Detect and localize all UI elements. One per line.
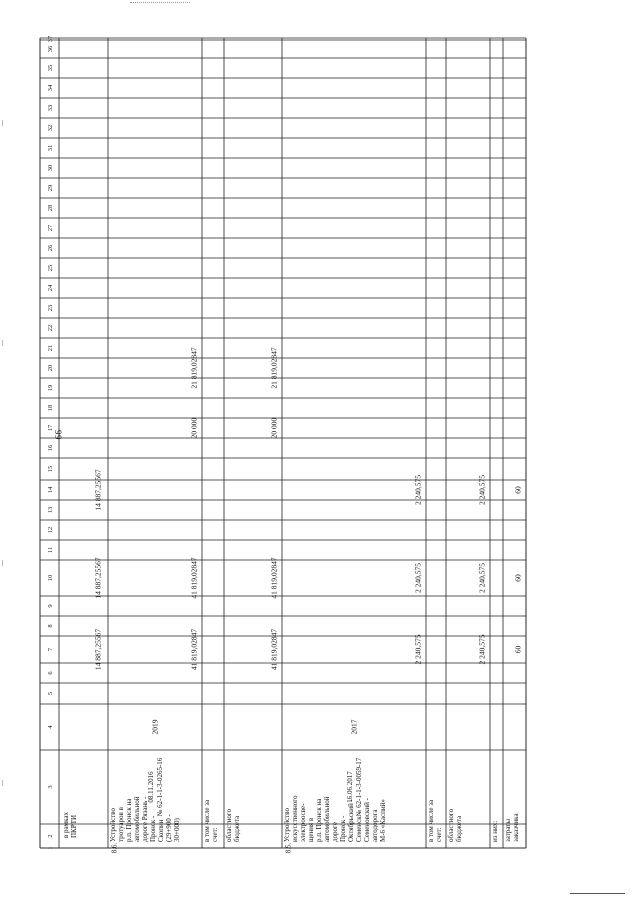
row0-expertise-line: № 62-1-1-3-0265-16 <box>156 757 164 817</box>
row0-expertise-line: 08.11.2016 <box>147 771 155 803</box>
column-number-11 <box>47 547 54 553</box>
column-number-31-line: 31 <box>47 144 54 152</box>
column-number-5 <box>47 692 54 695</box>
column-number-35-line: 35 <box>47 64 54 72</box>
row4-name-line: в том числе за <box>427 799 435 842</box>
row0-col4-line: 2019 <box>150 719 160 735</box>
row3-name-line: дороге <box>331 822 339 842</box>
column-number-8 <box>47 624 54 627</box>
row3-name-line: электроосве- <box>299 803 307 842</box>
row0-col17 <box>190 417 199 438</box>
column-number-26 <box>47 244 54 251</box>
column-number-5-line: 5 <box>47 691 54 696</box>
row2-name-line: областного <box>225 808 233 842</box>
row0-expertise <box>147 757 164 816</box>
row3-name-line: р.п. Пронск на <box>315 798 323 842</box>
row0-col4 <box>151 719 160 734</box>
row3-col7-line: 2 240,575 <box>413 634 423 665</box>
row3-col4 <box>350 719 359 734</box>
column-number-2-line: 2 <box>47 834 54 838</box>
row7-col14 <box>514 486 523 494</box>
column-number-34 <box>47 84 54 91</box>
column-number-19-line: 19 <box>47 384 54 392</box>
column-number-10-line: 10 <box>47 574 54 582</box>
row3-num-line: 8.5. <box>284 842 293 854</box>
row0-col7-line: 41 819,02847 <box>189 628 199 671</box>
row7-col10-line: 60 <box>513 574 523 582</box>
column-number-32-line: 32 <box>47 124 54 132</box>
page-number: 99 <box>53 430 63 440</box>
column-number-6 <box>47 671 54 675</box>
row3-name-line: автодорога <box>371 809 379 842</box>
row1-name-line: счет: <box>211 827 219 842</box>
row2-col7-line: 41 819,02847 <box>269 628 279 671</box>
column-number-4 <box>47 725 54 729</box>
row2-col20 <box>270 347 279 389</box>
column-number-27-line: 27 <box>47 224 54 232</box>
header-col2 <box>62 812 78 838</box>
column-number-37-line: 37 <box>47 35 54 43</box>
row5-col10 <box>478 563 487 593</box>
row6-name-line: из них: <box>491 820 499 842</box>
column-number-37 <box>47 35 54 42</box>
column-number-3-line: 3 <box>47 785 54 789</box>
column-number-9 <box>47 604 54 607</box>
column-number-13 <box>47 507 54 514</box>
row3-name-line: М-6 «Каспий» <box>379 799 387 842</box>
table-grid <box>40 38 526 848</box>
row0-col7 <box>190 629 199 671</box>
column-number-15 <box>47 466 54 473</box>
row3-name <box>283 795 387 842</box>
column-number-7-line: 7 <box>47 647 54 652</box>
column-number-21-line: 21 <box>47 344 54 352</box>
column-number-29 <box>47 185 54 192</box>
row7-name-line: затраты <box>504 818 512 842</box>
row5-col14-line: 2 240,575 <box>477 475 487 505</box>
column-number-1-line: 1 <box>47 846 54 850</box>
row7-name-line: заказчика <box>512 813 520 842</box>
column-number-24 <box>47 284 54 291</box>
column-number-36 <box>47 45 54 52</box>
column-number-2 <box>47 834 54 837</box>
column-number-23 <box>47 305 54 312</box>
row0-name <box>109 796 181 842</box>
row5-col7-line: 2 240,575 <box>477 634 487 665</box>
row0-name-line: тротуаров в <box>117 807 125 842</box>
column-number-33 <box>47 105 54 112</box>
row3-expertise-line: № 62-1-1-3-0059-17 <box>355 757 363 817</box>
top-value-col7 <box>94 629 103 671</box>
row0-name-line: 30+000) <box>173 818 181 842</box>
column-number-25 <box>47 265 54 272</box>
row5-col14 <box>478 475 487 505</box>
header-col2-line: ПКРТИ <box>70 814 78 838</box>
column-number-30-line: 30 <box>47 164 54 172</box>
column-number-3 <box>47 785 54 788</box>
row3-name-line: автомобильной <box>323 796 331 842</box>
column-number-17-line: 17 <box>47 424 54 432</box>
column-number-22-line: 22 <box>47 324 54 332</box>
column-number-18-line: 18 <box>47 404 54 412</box>
row2-col20-line: 21 819,02847 <box>269 347 279 389</box>
top-value-col14 <box>94 469 103 511</box>
row7-name <box>504 813 520 842</box>
column-number-14-line: 14 <box>47 486 54 494</box>
column-number-7 <box>47 647 54 651</box>
row1-name <box>203 799 219 842</box>
row2-name <box>225 808 241 842</box>
column-number-13-line: 13 <box>47 506 54 514</box>
row3-expertise-line: 16.06.2017 <box>346 771 354 803</box>
column-number-30 <box>47 165 54 172</box>
row5-name <box>447 808 463 842</box>
column-number-16-line: 16 <box>47 444 54 452</box>
column-number-21 <box>47 345 54 352</box>
row0-col20-line: 21 819,02847 <box>189 347 199 389</box>
row3-col4-line: 2017 <box>349 719 359 735</box>
row7-col7-line: 60 <box>513 645 523 654</box>
column-number-20 <box>47 365 54 372</box>
row3-name-line: Октябрьский - <box>347 799 355 842</box>
column-number-8-line: 8 <box>47 624 54 628</box>
row1-name-line: в том числе за <box>203 799 211 842</box>
row0-name-line: дороге Рязань - <box>141 796 149 842</box>
column-number-15-line: 15 <box>47 465 54 473</box>
column-number-22 <box>47 325 54 332</box>
row4-name <box>427 799 443 842</box>
column-number-29-line: 29 <box>47 184 54 192</box>
column-number-18 <box>47 405 54 412</box>
top-value-col10-line: 14 887,25567 <box>93 557 103 599</box>
row3-name-line: искусственного <box>291 795 299 842</box>
column-number-26-line: 26 <box>47 244 54 252</box>
row3-col14 <box>414 475 423 505</box>
top-value-col7-line: 14 887,25567 <box>93 628 103 671</box>
column-number-10 <box>47 575 54 582</box>
row3-col10 <box>414 563 423 593</box>
row2-name-line: бюджета <box>233 815 241 842</box>
column-number-25-line: 25 <box>47 264 54 272</box>
header-col2-line: в рамках <box>62 812 70 838</box>
top-value-col10 <box>94 557 103 599</box>
column-number-14 <box>47 486 54 493</box>
column-number-28-line: 28 <box>47 204 54 212</box>
row5-name-line: бюджета <box>455 815 463 842</box>
column-number-35 <box>47 65 54 72</box>
row3-name-line: Семеновский - <box>363 798 371 842</box>
row2-col10-line: 41 819,02847 <box>269 557 279 599</box>
row0-name-line: Скопин <box>157 819 165 842</box>
column-number-28 <box>47 205 54 212</box>
row5-name-line: областного <box>447 808 455 842</box>
column-number-12 <box>47 527 54 534</box>
row4-name-line: счет: <box>435 827 443 842</box>
row0-col20 <box>190 347 199 389</box>
row3-num <box>285 843 293 854</box>
column-number-33-line: 33 <box>47 104 54 112</box>
column-number-4-line: 4 <box>47 725 54 729</box>
row2-col7 <box>270 629 279 671</box>
column-number-12-line: 12 <box>47 526 54 534</box>
row3-name-line: щения в <box>307 817 315 842</box>
column-number-32 <box>47 125 54 132</box>
row0-col10-line: 41 819,02847 <box>189 557 199 599</box>
column-number-24-line: 24 <box>47 284 54 292</box>
column-number-20-line: 20 <box>47 364 54 372</box>
row3-col14-line: 2 240,575 <box>413 475 423 505</box>
row2-col10 <box>270 557 279 599</box>
column-number-1 <box>47 846 54 849</box>
row2-col17-line: 20 000 <box>269 417 279 439</box>
column-number-9-line: 9 <box>47 604 54 608</box>
row3-name-line: Пронск - <box>339 815 347 842</box>
row0-name-line: Устройство <box>109 807 117 842</box>
column-number-31 <box>47 145 54 152</box>
column-number-11-line: 11 <box>47 546 54 554</box>
row3-name-line: Семенск - <box>355 812 363 842</box>
column-number-17 <box>47 424 54 431</box>
row3-col10-line: 2 240,575 <box>413 563 423 593</box>
row7-col10 <box>514 574 523 582</box>
column-number-6-line: 6 <box>47 671 54 675</box>
column-number-19 <box>47 385 54 392</box>
row0-col10 <box>190 557 199 599</box>
column-number-36-line: 36 <box>47 45 54 53</box>
top-value-col14-line: 14 887,25567 <box>93 469 103 511</box>
row0-num <box>111 843 119 854</box>
row0-name-line: Пронск - <box>149 815 157 842</box>
row6-name <box>491 821 499 842</box>
row0-name-line: (29+900 - <box>165 814 173 842</box>
row0-col17-line: 20 000 <box>189 417 199 439</box>
row0-name-line: р.п. Пронск на <box>125 798 133 842</box>
column-number-27 <box>47 224 54 231</box>
row0-name-line: автомобильной <box>133 796 141 842</box>
row7-col7 <box>514 646 523 654</box>
row2-col17 <box>270 417 279 438</box>
row3-col7 <box>414 634 423 664</box>
row0-num-line: 8.6. <box>110 842 119 854</box>
column-number-16 <box>47 444 54 451</box>
row5-col10-line: 2 240,575 <box>477 563 487 593</box>
column-number-34-line: 34 <box>47 84 54 92</box>
row5-col7 <box>478 634 487 664</box>
row7-col14-line: 60 <box>513 486 523 494</box>
column-number-23-line: 23 <box>47 304 54 312</box>
row3-name-line: Устройство <box>283 807 291 842</box>
